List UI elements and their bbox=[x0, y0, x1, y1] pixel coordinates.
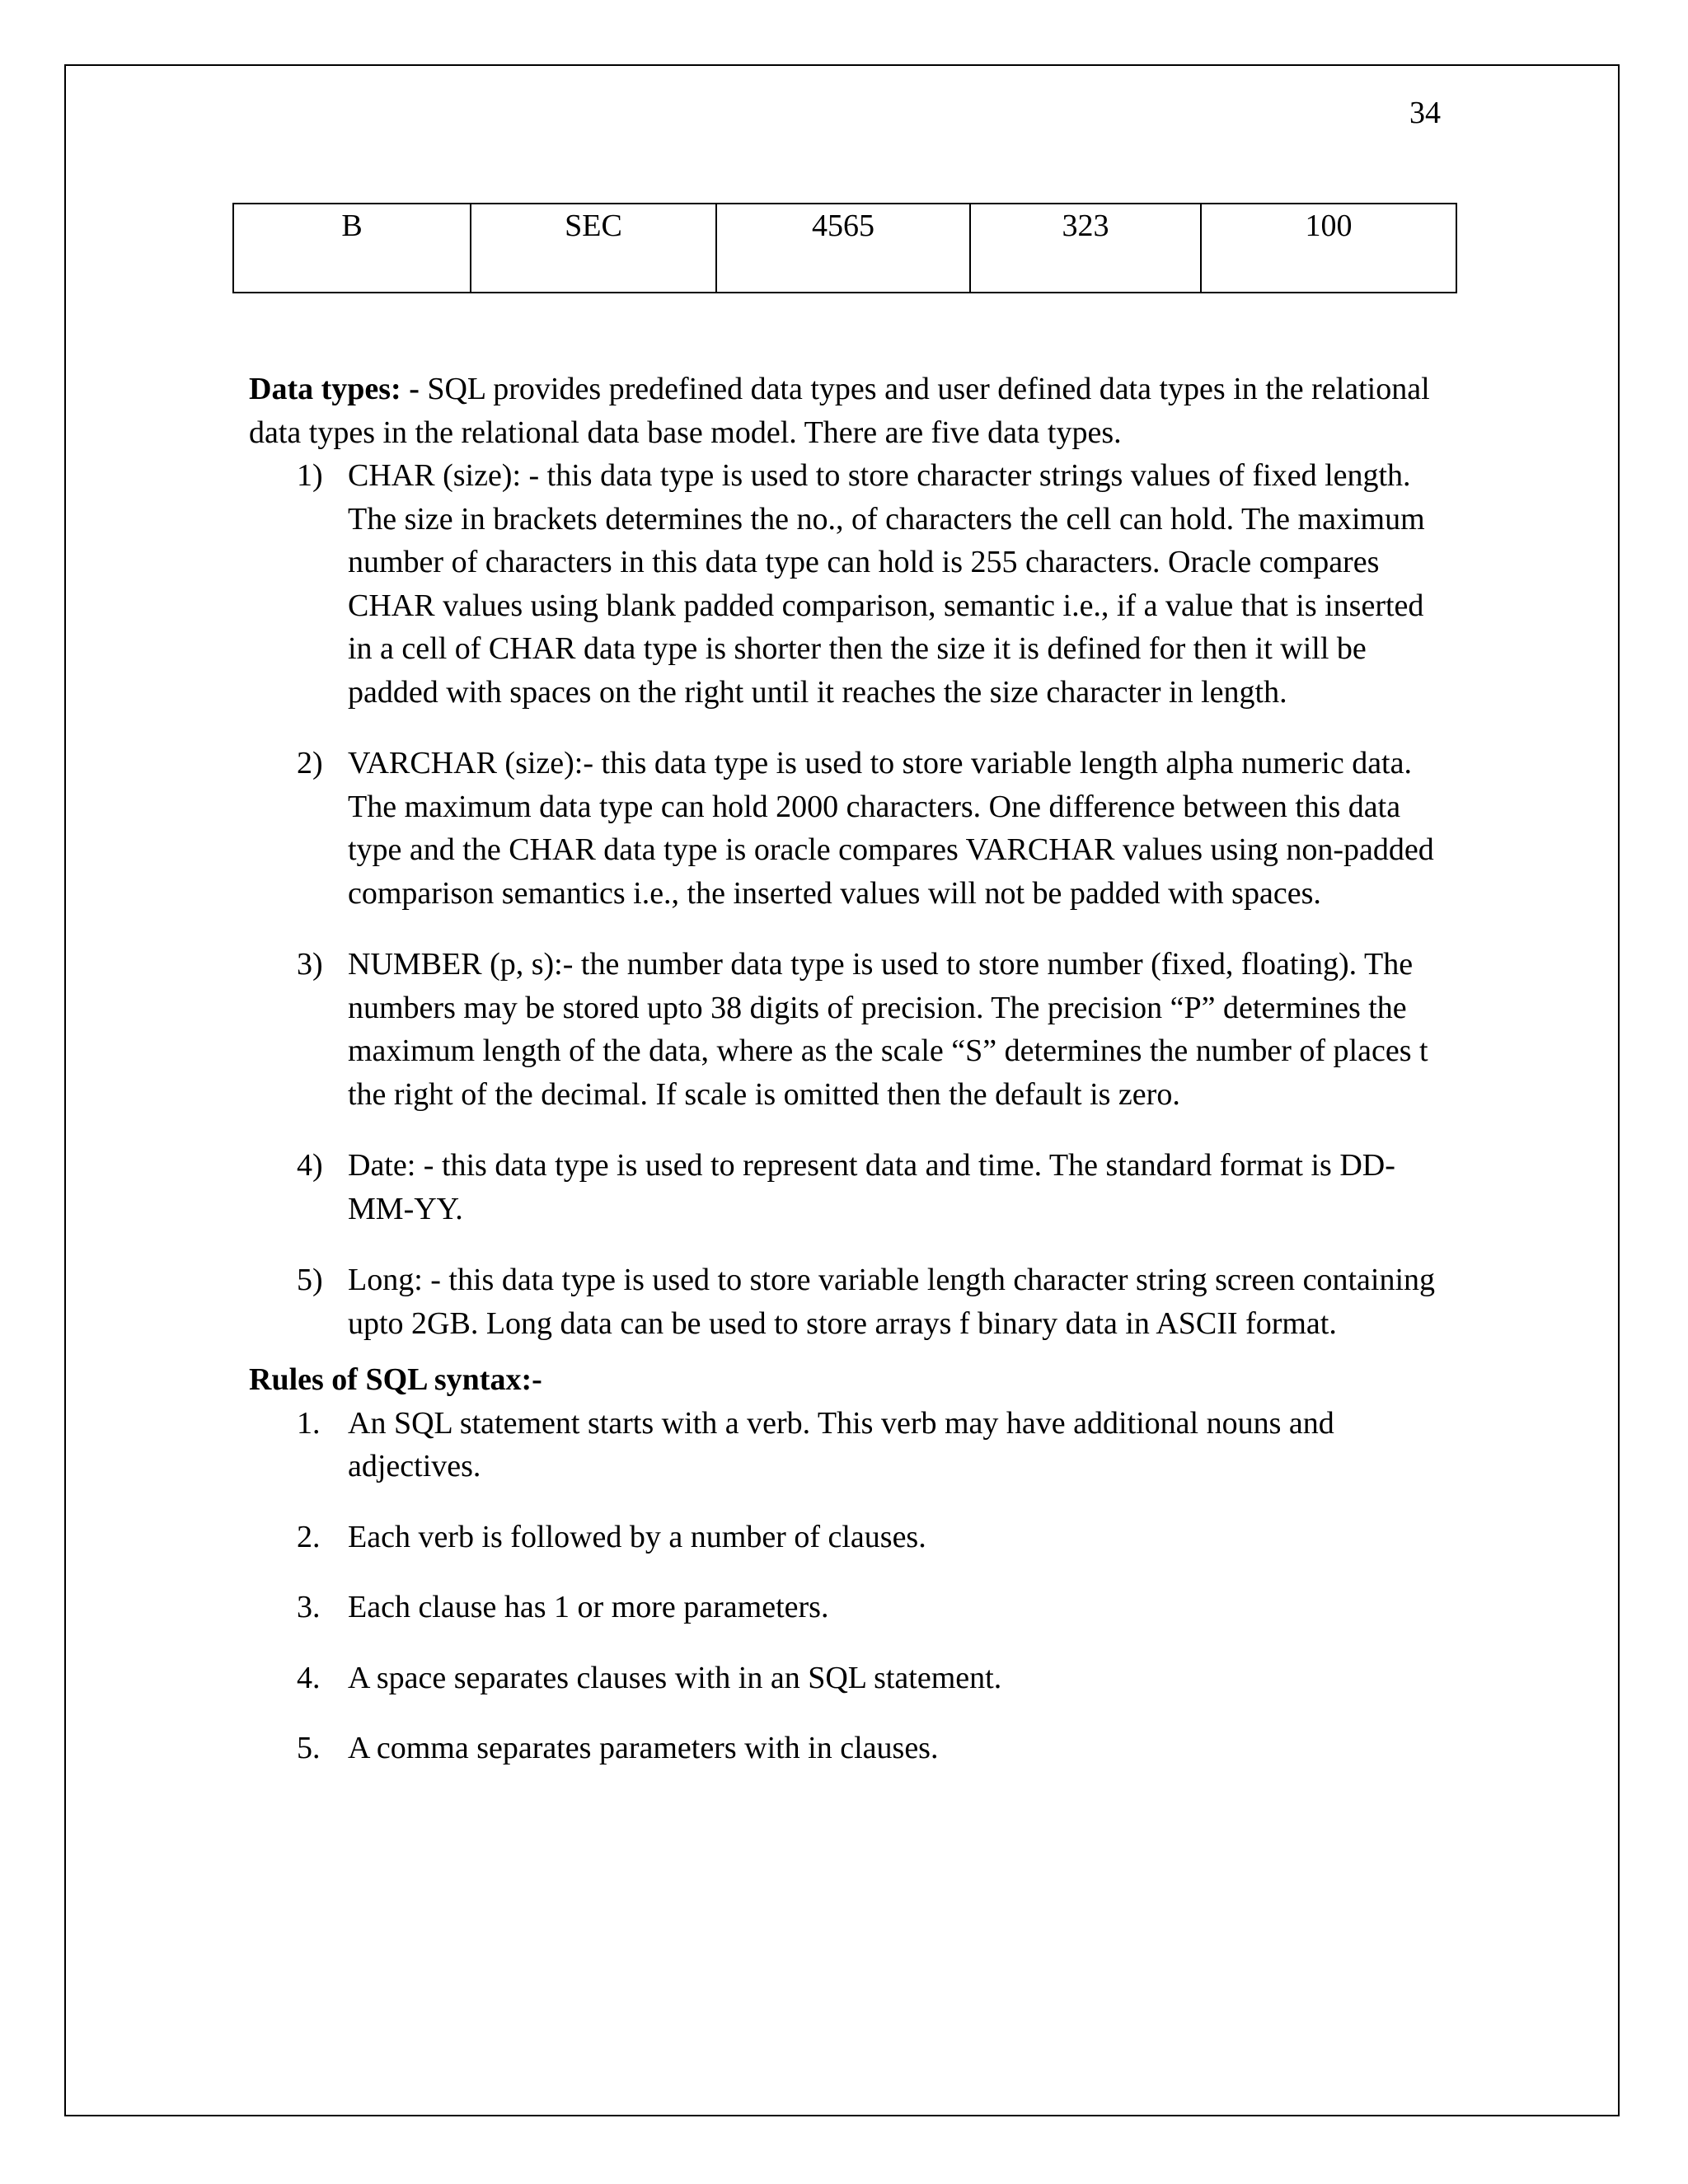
list-item bbox=[249, 1516, 1452, 1559]
list-item bbox=[249, 454, 1452, 714]
list-item bbox=[249, 943, 1452, 1116]
list-item bbox=[249, 1657, 1452, 1700]
table-row bbox=[233, 204, 1456, 293]
data-types-heading: Data types: - bbox=[249, 372, 420, 406]
list-item-text: A space separates clauses with in an SQL statement. bbox=[348, 1660, 1002, 1695]
list-marker: 2) bbox=[297, 746, 323, 780]
list-item-text: VARCHAR (size):- this data type is used to store variable length alpha numeric data. The maximum data type can hold 2000 characters. One difference between this data type and the CHAR data type is oracle compares VARCHAR values using non-padded comparison semantics i.e., the inserted values will not be padded with spaces. bbox=[348, 746, 1434, 911]
table-cell: B bbox=[233, 204, 471, 293]
list-item-text: NUMBER (p, s):- the number data type is used to store number (fixed, floating). The numbers may be stored upto 38 digits of precision. The precision “P” determines the maximum length of the data, where as the scale “S” determines the number of places t the right of the decimal. If scale is omitted then the default is zero. bbox=[348, 947, 1428, 1112]
list-marker: 2. bbox=[297, 1519, 321, 1554]
table-cell: 4565 bbox=[716, 204, 970, 293]
rules-heading: Rules of SQL syntax:- bbox=[249, 1362, 542, 1397]
page-content bbox=[249, 368, 1452, 1770]
list-item-text: Long: - this data type is used to store variable length character string screen containing upto 2GB. Long data can be used to store arrays f binary data in ASCII format. bbox=[348, 1263, 1436, 1341]
list-item-text: Each clause has 1 or more parameters. bbox=[348, 1590, 829, 1624]
list-marker: 5. bbox=[297, 1731, 321, 1765]
list-item-text: Each verb is followed by a number of clauses. bbox=[348, 1519, 926, 1554]
data-types-intro bbox=[249, 368, 1452, 454]
list-item bbox=[249, 1402, 1452, 1488]
list-marker: 3. bbox=[297, 1590, 321, 1624]
table-cell: SEC bbox=[471, 204, 716, 293]
list-item bbox=[249, 1586, 1452, 1629]
list-item bbox=[249, 1727, 1452, 1770]
list-marker: 1. bbox=[297, 1405, 321, 1441]
rules-list bbox=[249, 1402, 1452, 1770]
list-item bbox=[249, 742, 1452, 915]
table-cell: 323 bbox=[970, 204, 1201, 293]
table-cell: 100 bbox=[1201, 204, 1456, 293]
list-item-text: CHAR (size): - this data type is used to store character strings values of fixed length. The size in brackets determines the no., of characters the cell can hold. The maximum number of characters in this data type can hold is 255 characters. Oracle compares CHAR values using blank padded comparison, semantic i.e., if a value that is inserted in a cell of CHAR data type is shorter then the size it is defined for then it will be padded with spaces on the right until it reaches the size character in length. bbox=[348, 458, 1425, 710]
list-marker: 4. bbox=[297, 1660, 321, 1695]
list-marker: 5) bbox=[297, 1263, 323, 1297]
list-marker: 4) bbox=[297, 1148, 323, 1183]
list-marker: 3) bbox=[297, 947, 323, 982]
list-item bbox=[249, 1258, 1452, 1345]
data-types-list bbox=[249, 454, 1452, 1345]
list-item-text: Date: - this data type is used to represent data and time. The standard format is DD-MM-YY. bbox=[348, 1148, 1395, 1226]
list-item-text: An SQL statement starts with a verb. This verb may have additional nouns and adjectives. bbox=[348, 1405, 1334, 1483]
page-number: 34 bbox=[1409, 96, 1441, 130]
list-item-text: A comma separates parameters with in clauses. bbox=[348, 1731, 939, 1765]
list-marker: 1) bbox=[297, 458, 323, 493]
list-item bbox=[249, 1144, 1452, 1230]
data-table bbox=[232, 203, 1457, 293]
data-types-intro-text: SQL provides predefined data types and user defined data types in the relational data types in the relational data base model. There are five data types. bbox=[249, 372, 1430, 450]
